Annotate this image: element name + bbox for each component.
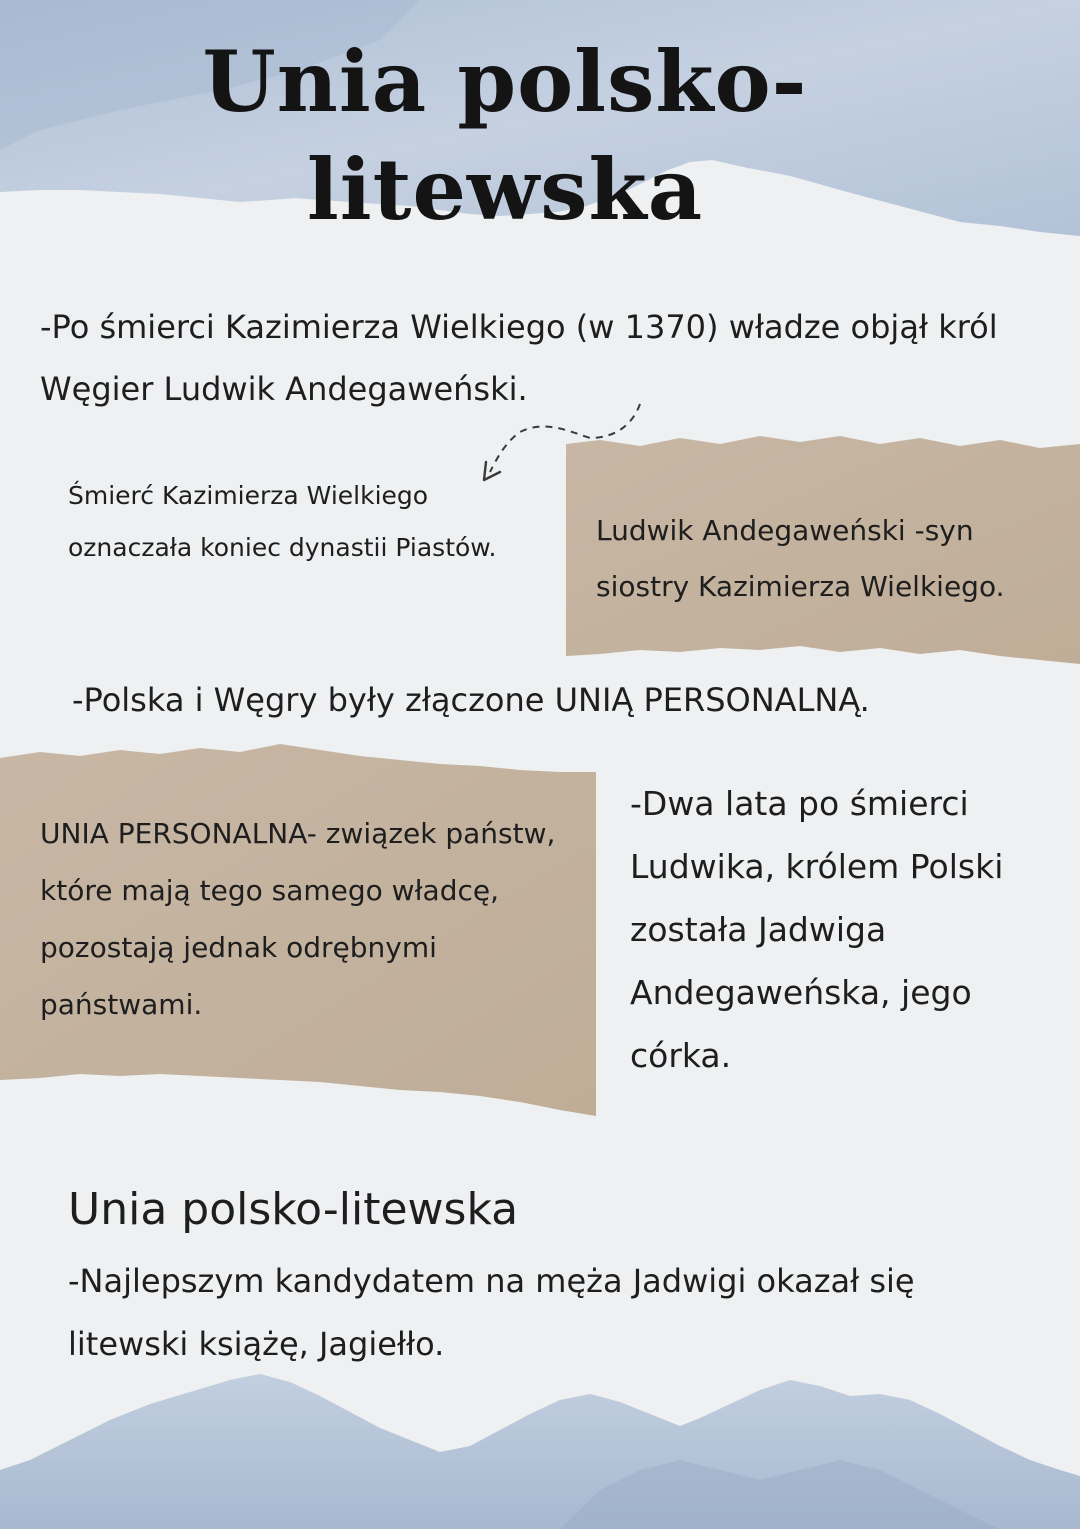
definition-personal-union: UNIA PERSONALNA- związek państw, które mają tego samego władcę, pozostają jednak odrębnymi państwami. xyxy=(40,817,556,1021)
title-line-1: Unia polsko- xyxy=(202,32,808,131)
paragraph-ludwik-reign: -Po śmierci Kazimierza Wielkiego (w 1370) władze objął król Węgier Ludwik Andegaweński. xyxy=(40,308,998,408)
title-line-2: litewska xyxy=(306,140,704,239)
paragraph-jadwiga: -Dwa lata po śmierci Ludwika, królem Polski została Jadwiga Andegaweńska, jego córka. xyxy=(630,784,1004,1075)
page-title xyxy=(0,28,1010,244)
paragraph-jagiello: -Najlepszym kandydatem na męża Jadwigi okazał się litewski książę, Jagiełło. xyxy=(68,1262,915,1363)
paragraph-personal-union: -Polska i Węgry były złączone UNIĄ PERSONALNĄ. xyxy=(72,681,870,719)
note-ludwik-relation: Ludwik Andegaweński -syn siostry Kazimierza Wielkiego. xyxy=(596,514,1005,603)
section-heading-polish-lithuanian-union: Unia polsko-litewska xyxy=(68,1184,519,1235)
note-end-of-piast-dynasty: Śmierć Kazimierza Wielkiego oznaczała koniec dynastii Piastów. xyxy=(68,481,497,562)
